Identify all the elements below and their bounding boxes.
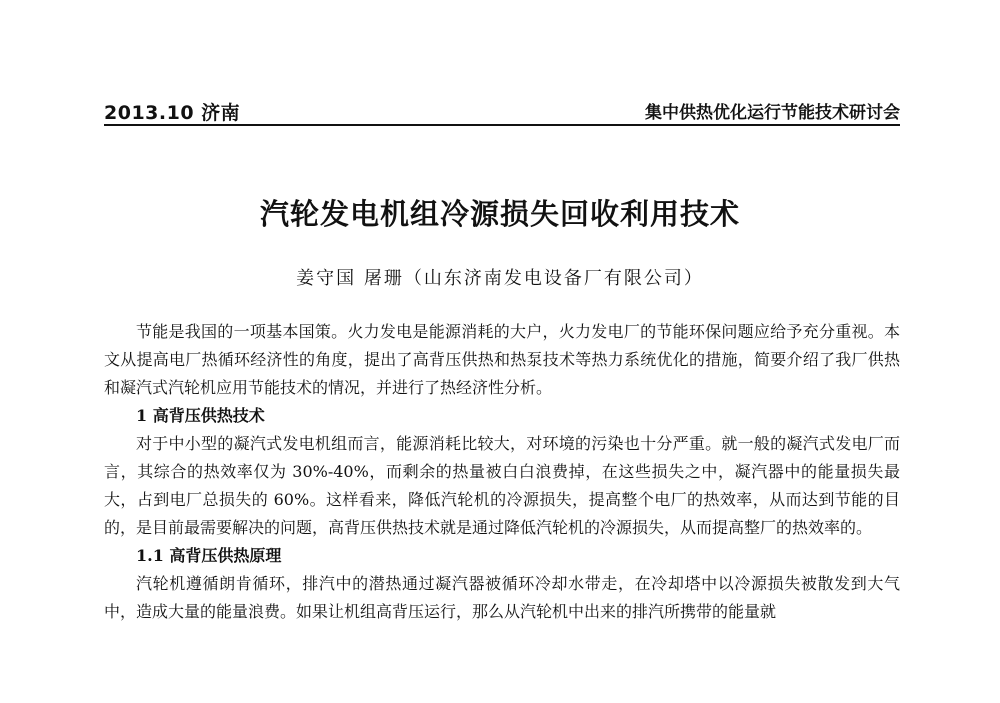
- paper-title: 汽轮发电机组冷源损失回收利用技术: [259, 197, 740, 231]
- running-header: [104, 94, 900, 126]
- header-date-location: 2013.10 济南: [104, 102, 241, 124]
- section-1-1-heading: 1.1 高背压供热原理: [136, 546, 282, 565]
- section-1-paragraph: 对于中小型的凝汽式发电机组而言，能源消耗比较大，对环境的污染也十分严重。就一般的凝汽式发电厂而言，其综合的热效率仅为 30%-40%，而剩余的热量被白白浪费掉，在这些损失之中，凝汽器中的能量损失最大，占到电厂总损失的 60%。这样看来，降低汽轮机的冷源损失，提高整个电厂的热效率，从而达到节能的目的，是目前最需要解决的问题，高背压供热技术就是通过降低汽轮机的冷源损失，从而提高整厂的热效率的。: [104, 434, 900, 537]
- section-1-1-paragraph: 汽轮机遵循朗肯循环，排汽中的潜热通过凝汽器被循环冷却水带走，在冷却塔中以冷源损失被散发到大气中，造成大量的能量浪费。如果让机组高背压运行，那么从汽轮机中出来的排汽所携带的能量就: [104, 574, 900, 621]
- section-1-heading: 1 高背压供热技术: [136, 406, 265, 425]
- abstract-paragraph: 节能是我国的一项基本国策。火力发电是能源消耗的大户，火力发电厂的节能环保问题应给予充分重视。本文从提高电厂热循环经济性的角度，提出了高背压供热和热泵技术等热力系统优化的措施，简要介绍了我厂供热和凝汽式汽轮机应用节能技术的情况，并进行了热经济性分析。: [104, 322, 900, 397]
- header-conference-name: 集中供热优化运行节能技术研讨会: [645, 103, 900, 123]
- paper-body: [104, 318, 900, 626]
- paper-authors: 姜守国 屠珊（山东济南发电设备厂有限公司）: [296, 268, 704, 289]
